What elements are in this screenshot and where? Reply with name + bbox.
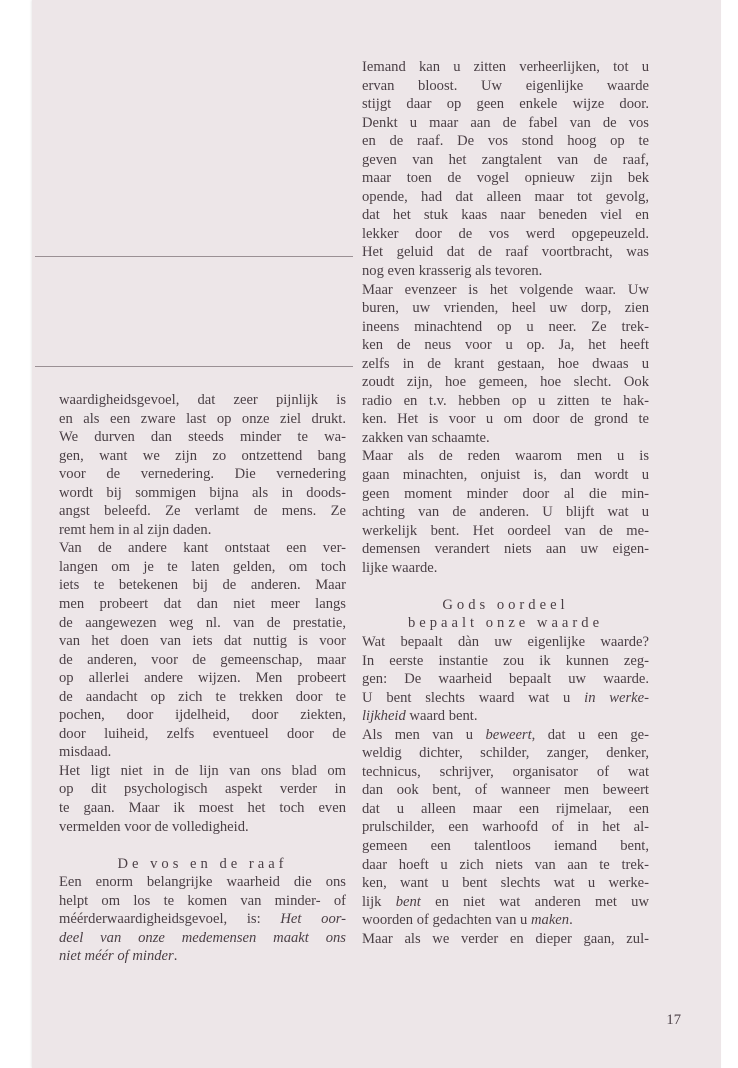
text-segment: daar hoeft u zich niets van aan te trek-: [362, 856, 649, 873]
text-segment: langen om je te laten gelden, om toch: [59, 558, 346, 575]
text-line: [59, 521, 346, 540]
section-heading: bepaalt onze waarde: [407, 615, 604, 632]
paragraph-gap: [362, 577, 649, 596]
text-line: [59, 799, 346, 818]
text-segment: lijk: [362, 893, 396, 910]
italic-text: maken: [530, 912, 570, 929]
text-line: [362, 429, 649, 448]
text-line: [362, 911, 649, 930]
text-segment: Als men van u: [362, 726, 486, 743]
text-segment: wordt bij sommigen bijna als in doods-: [59, 484, 346, 501]
text-line: [59, 910, 346, 929]
text-line: [362, 670, 649, 689]
text-segment: vermelden voor de volledigheid.: [59, 818, 249, 835]
text-segment: nog even krasserig als tevoren.: [362, 263, 543, 280]
text-segment: ken de neus voor u op. Ja, het heeft: [362, 337, 649, 354]
text-line: [362, 781, 649, 800]
text-segment: en de raaf. De vos stond hoog op te: [362, 133, 649, 150]
text-segment: Iemand kan u zitten verheerlijken, tot u: [362, 59, 649, 75]
text-line: [59, 743, 346, 762]
text-segment: gen, want we zijn zo ontzettend bang: [59, 447, 346, 464]
text-segment: ineens minachtend op u neer. Ze trek-: [362, 318, 649, 335]
text-line: [362, 151, 649, 170]
text-segment: Wat bepaalt dàn uw eigenlijke waarde?: [362, 633, 649, 650]
text-segment: stijgt daar op geen enkele wijze door.: [362, 96, 649, 113]
text-segment: .: [569, 912, 573, 929]
text-line: [362, 633, 649, 652]
text-segment: de anderen, voor de gemeenschap, maar: [59, 651, 346, 668]
text-line: [59, 410, 346, 429]
text-segment: van het doen van iets dat nuttig is voor: [59, 633, 346, 650]
text-line: [59, 447, 346, 466]
text-segment: ken, want u bent slechts wat u werke-: [362, 875, 649, 892]
text-line: [59, 947, 346, 966]
text-segment: dat het stuk kaas naar beneden viel en: [362, 207, 649, 224]
text-segment: pochen, door ijdelheid, door ziekten,: [59, 707, 346, 724]
left-text-column: [59, 391, 346, 966]
text-segment: dat u alleen maar een rijmelaar, een: [362, 800, 649, 817]
document-page: [32, 0, 721, 1068]
text-segment: lekker door de vos werd opgepeuzeld.: [362, 225, 649, 242]
text-segment: door luiheid, zelfs eventueel door de: [59, 725, 346, 742]
text-line: [59, 818, 346, 837]
text-line: [362, 169, 649, 188]
text-line: [362, 410, 649, 429]
text-segment: te gaan. Maar ik moest het toch even: [59, 800, 346, 817]
text-line: [59, 614, 346, 633]
text-line: [362, 652, 649, 671]
text-line: [59, 465, 346, 484]
text-line: [362, 466, 649, 485]
italic-text: in werke-: [584, 689, 649, 706]
text-line: [362, 225, 649, 244]
text-line: [362, 837, 649, 856]
text-segment: radio en t.v. hebben op u zitten te hak-: [362, 392, 649, 409]
text-segment: maar toen de vogel opnieuw zijn bek: [362, 170, 649, 187]
text-line: [362, 763, 649, 782]
text-segment: gen: De waarheid bepaalt uw waarde.: [362, 671, 649, 688]
text-segment: zakken van schaamte.: [362, 429, 490, 446]
text-line: [362, 689, 649, 708]
text-line: [362, 77, 649, 96]
text-line: [59, 391, 346, 410]
text-line: [362, 355, 649, 374]
text-line: [59, 688, 346, 707]
text-line: [362, 818, 649, 837]
page-number: 17: [666, 1012, 681, 1028]
text-line: [362, 856, 649, 875]
text-segment: Het geluid dat de raaf voortbracht, was: [362, 244, 649, 261]
text-segment: .: [173, 948, 178, 965]
text-segment: misdaad.: [59, 744, 112, 761]
text-segment: op allerlei andere wijzen. Men probeert: [59, 670, 346, 687]
text-segment: Maar evenzeer is het volgende waar. Uw: [362, 281, 649, 298]
text-segment: en niet wat anderen met uw: [420, 893, 649, 910]
text-line: [59, 873, 346, 892]
text-segment: ken. Het is voor u om door de grond te: [362, 411, 649, 428]
text-line: [362, 95, 649, 114]
text-segment: waardigheidsgevoel, dat zeer pijnlijk is: [59, 392, 346, 408]
text-segment: demensen verandert niets aan uw eigen-: [362, 541, 649, 558]
text-segment: achting van de anderen. U blijft wat u: [362, 504, 649, 521]
text-segment: In eerste instantie zou ik kunnen zeg-: [362, 652, 649, 669]
text-line: [59, 669, 346, 688]
text-line: [362, 392, 649, 411]
text-segment: helpt om los te komen van minder- of: [59, 892, 346, 909]
text-line: [362, 744, 649, 763]
text-segment: weldig dichter, schilder, zanger, denker,: [362, 745, 649, 762]
italic-text: beweert: [485, 726, 532, 743]
text-line: [362, 188, 649, 207]
text-line: [362, 800, 649, 819]
text-segment: voor de vernedering. Die vernedering: [59, 466, 346, 483]
text-line: [362, 206, 649, 225]
text-segment: prulschilder, een warhoofd of in het al-: [362, 819, 649, 836]
text-segment: en als een zware last op onze ziel drukt.: [59, 410, 346, 427]
text-segment: We durven dan steeds minder te wa-: [59, 429, 346, 446]
text-line: [59, 428, 346, 447]
text-segment: angst beleefd. Ze verlamt de mens. Ze: [59, 503, 346, 520]
text-line: [59, 539, 346, 558]
text-line: [362, 447, 649, 466]
text-line: [362, 318, 649, 337]
text-line: [362, 58, 649, 77]
text-line: [59, 576, 346, 595]
text-line: [362, 522, 649, 541]
text-line: [362, 132, 649, 151]
italic-text: deel van onze medemensen maakt ons: [59, 929, 346, 946]
text-line: [362, 707, 649, 726]
text-segment: de aangewezen weg nl. van de prestatie,: [59, 614, 346, 631]
text-line: [59, 502, 346, 521]
text-segment: geen moment minder door al die min-: [362, 485, 649, 502]
text-line: [59, 706, 346, 725]
text-segment: iets te betekenen bij de anderen. Maar: [59, 577, 346, 594]
text-line: [59, 632, 346, 651]
text-line: [59, 558, 346, 577]
text-segment: buren, uw vrienden, heel uw dorp, zien: [362, 300, 649, 317]
text-line: [59, 484, 346, 503]
text-line: [59, 762, 346, 781]
text-segment: ervan bloost. Uw eigenlijke waarde: [362, 77, 649, 94]
text-line: [362, 485, 649, 504]
text-line: [362, 262, 649, 281]
text-line: [362, 893, 649, 912]
italic-text: niet méér of minder: [59, 948, 174, 965]
text-segment: Denkt u maar aan de fabel van de vos: [362, 114, 649, 131]
text-line: [59, 595, 346, 614]
text-segment: U bent slechts waard wat u: [362, 689, 585, 706]
text-line: [362, 281, 649, 300]
text-line: [362, 930, 649, 949]
text-line: [362, 373, 649, 392]
text-line: [362, 336, 649, 355]
text-segment: dan ook bent, of wanneer men beweert: [362, 782, 649, 799]
right-text-column: [362, 58, 649, 948]
text-segment: zoudt zijn, hoe gemeen, hoe slecht. Ook: [362, 374, 649, 391]
text-segment: de aandacht op zich te trekken door te: [59, 688, 346, 705]
text-segment: zelfs in de krant gestaan, hoe dwaas u: [362, 355, 649, 372]
text-segment: op dit psychologisch aspekt verder in: [59, 781, 346, 798]
text-line: [362, 299, 649, 318]
text-line: [362, 540, 649, 559]
text-segment: Maar als de reden waarom men u is: [362, 448, 649, 465]
text-segment: Het ligt niet in de lijn van ons blad om: [59, 762, 346, 779]
paragraph-gap: [59, 836, 346, 855]
text-line: [59, 780, 346, 799]
text-segment: Van de andere kant ontstaat een ver-: [59, 540, 346, 557]
text-segment: woorden of gedachten van u: [362, 912, 531, 929]
text-segment: werkelijk bent. Het oordeel van de me-: [362, 522, 649, 539]
italic-text: lijkheid: [362, 708, 406, 725]
text-line: [362, 503, 649, 522]
text-line: [362, 874, 649, 893]
text-line: [362, 114, 649, 133]
horizontal-rule: [35, 366, 353, 367]
text-line: [362, 243, 649, 262]
text-segment: , dat u een ge-: [531, 726, 649, 743]
text-line: [362, 726, 649, 745]
text-segment: remt hem in al zijn daden.: [59, 521, 212, 538]
text-segment: men probeert dat dan niet meer langs: [59, 596, 346, 613]
text-line: [59, 892, 346, 911]
text-segment: technicus, schrijver, organisator of wat: [362, 763, 649, 780]
italic-text: bent: [395, 893, 421, 910]
text-segment: geven van het zangtalent van de raaf,: [362, 151, 649, 168]
text-segment: Maar als we verder en dieper gaan, zul-: [362, 930, 649, 947]
section-heading: Gods oordeel: [442, 596, 569, 613]
text-line: [59, 651, 346, 670]
text-line: [59, 929, 346, 948]
text-segment: gaan minachten, onjuist is, dan wordt u: [362, 467, 649, 484]
text-line: [59, 725, 346, 744]
italic-text: Het oor-: [280, 911, 346, 928]
horizontal-rule: [35, 256, 353, 257]
text-line: [362, 559, 649, 578]
text-segment: lijke waarde.: [362, 559, 438, 576]
text-segment: Een enorm belangrijke waarheid die ons: [59, 874, 346, 891]
text-segment: opende, had dat alleen maar tot gevolg,: [362, 188, 649, 205]
text-segment: gemeen een talentloos iemand bent,: [362, 837, 649, 854]
text-segment: méérderwaardigheidsgevoel, is:: [59, 911, 281, 928]
section-heading: De vos en de raaf: [117, 855, 288, 872]
text-segment: waard bent.: [405, 708, 478, 725]
